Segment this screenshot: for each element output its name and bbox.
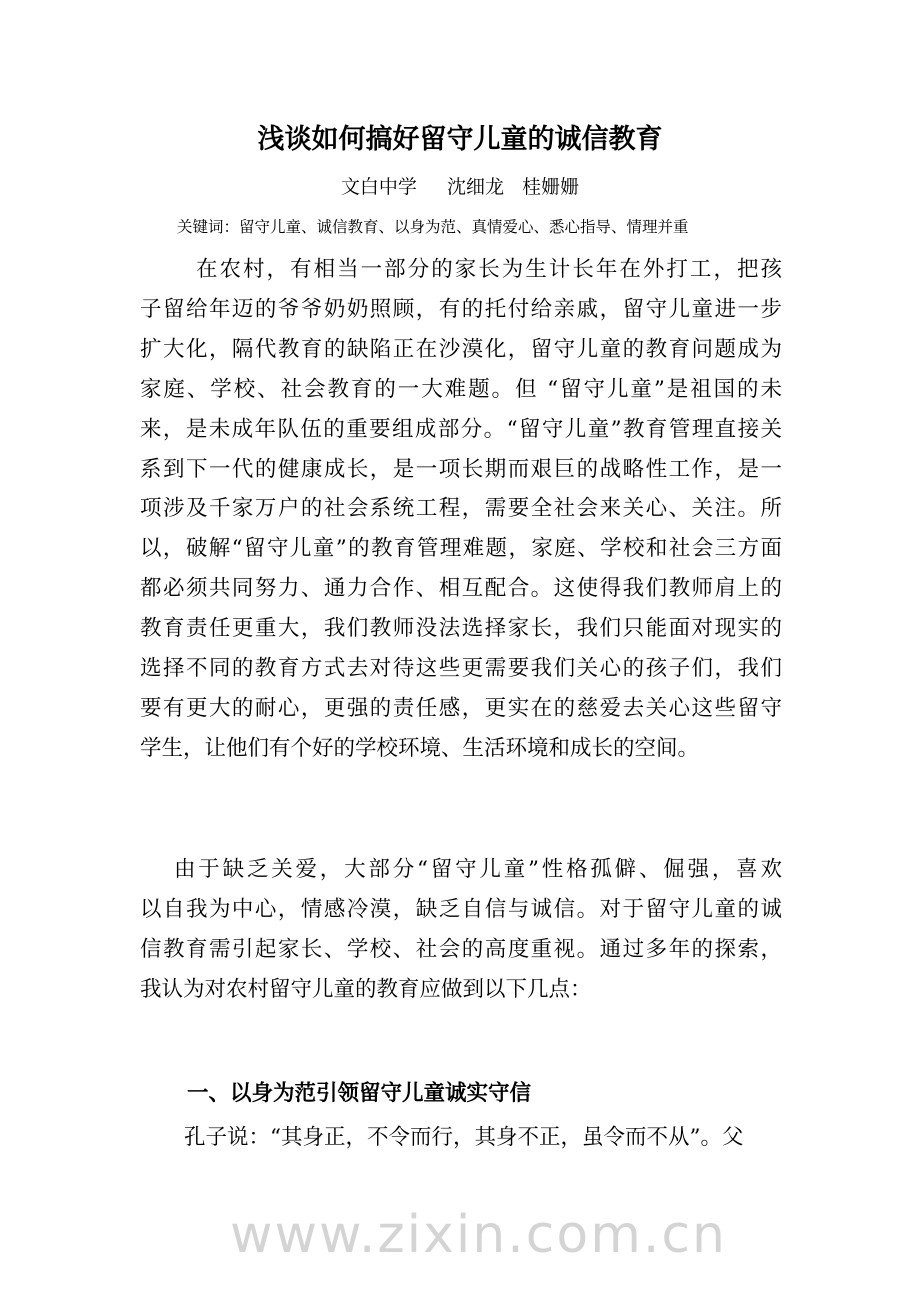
paragraph-line: 在农村，有相当一部分的家长为生计长年在外打工，把孩 xyxy=(196,257,782,282)
document-title: 浅谈如何搞好留守儿童的诚信教育 xyxy=(257,124,663,155)
keywords: 关键词：留守儿童、诚信教育、以身为范、真情爱心、悉心指导、情理并重 xyxy=(177,218,689,236)
paragraph-line: 子留给年迈的爷爷奶奶照顾，有的托付给亲戚，留守儿童进一步 xyxy=(140,296,782,322)
paragraph-line: 信教育需引起家长、学校、社会的高度重视。通过多年的探索， xyxy=(140,936,782,962)
watermark: www.zixin.com.cn xyxy=(230,1205,727,1265)
paragraph-line: 来，是未成年队伍的重要组成部分。“留守儿童”教育管理直接关 xyxy=(140,416,782,442)
authors: 文白中学 沈细龙 桂姗姗 xyxy=(340,176,580,198)
paragraph-line: 要有更大的耐心，更强的责任感，更实在的慈爱去关心这些留守 xyxy=(140,695,782,721)
paragraph-line: 以自我为中心，情感冷漠，缺乏自信与诚信。对于留守儿童的诚 xyxy=(140,896,782,922)
paragraph-line: 选择不同的教育方式去对待这些更需要我们关心的孩子们，我们 xyxy=(140,656,782,681)
paragraph-line: 项涉及千家万户的社会系统工程，需要全社会来关心、关注。所 xyxy=(140,496,782,522)
paragraph-line: 学生，让他们有个好的学校环境、生活环境和成长的空间。 xyxy=(140,735,700,761)
paragraph-line: 以，破解“留守儿童”的教育管理难题，家庭、学校和社会三方面 xyxy=(140,536,782,562)
paragraph-line: 由于缺乏关爱，大部分“留守儿童”性格孤僻、倔强，喜欢 xyxy=(174,857,782,882)
paragraph-line: 扩大化，隔代教育的缺陷正在沙漠化，留守儿童的教育问题成为 xyxy=(140,336,782,362)
paragraph-line: 都必须共同努力、通力合作、相互配合。这使得我们教师肩上的 xyxy=(140,576,782,602)
paragraph-line: 家庭、学校、社会教育的一大难题。但 “留守儿童”是祖国的未 xyxy=(140,376,782,402)
paragraph-line: 教育责任更重大，我们教师没法选择家长，我们只能面对现实的 xyxy=(140,616,782,642)
paragraph-line: 我认为对农村留守儿童的教育应做到以下几点： xyxy=(140,976,592,1002)
section-heading: 一、以身为范引领留守儿童诚实守信 xyxy=(187,1081,532,1106)
paragraph-line: 孔子说：“其身正，不令而行，其身不正，虽令而不从”。父 xyxy=(184,1125,744,1150)
paragraph-line: 系到下一代的健康成长，是一项长期而艰巨的战略性工作，是一 xyxy=(140,456,782,482)
